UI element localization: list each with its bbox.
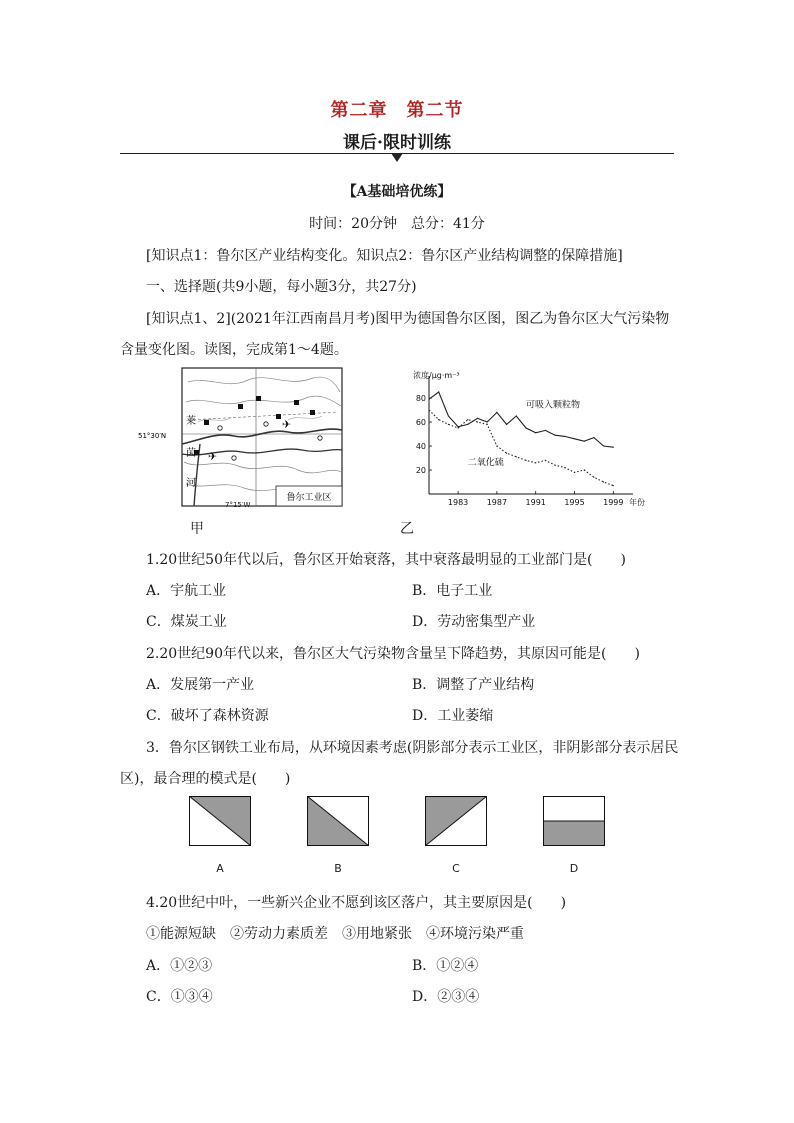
series-2-point-1990 [525,460,526,461]
knowledge-points: [知识点1：鲁尔区产业结构变化。知识点2：鲁尔区产业结构调整的保障措施] [146,248,623,264]
river-char-2: 茵 [186,448,196,459]
q3-stem-line-1: 3．鲁尔区钢铁工业布局，从环境因素考虑(阴影部分表示工业区，非阴影部分表示居民 [146,740,679,756]
x-tick-label-1991: 1991 [525,498,546,507]
chapter-title: 第二章 第二节 [330,100,464,121]
series-2-point-1987 [496,445,497,446]
series-1-point-1985 [477,418,478,419]
series-1-point-1987 [496,412,497,413]
q3-box-a[interactable] [189,796,251,846]
series-2-point-1988 [506,453,507,454]
q3-label-c: C [452,862,460,875]
series-2-point-1997 [593,477,594,478]
intro-line-1: [知识点1、2](2021年江西南昌月考)图甲为德国鲁尔区图，图乙为鲁尔区大气污染物 [146,311,670,327]
series-2-point-1992 [545,460,546,461]
series-2-point-1985 [477,421,478,422]
y-tick-label-40: 40 [415,442,426,451]
series-label-1: 可吸入颗粒物 [526,400,581,411]
series-2-point-1991 [535,462,536,463]
series-2-point-1980 [428,409,429,410]
series-1-point-1980 [428,399,429,400]
intro-line-2: 含量变化图。读图，完成第1～4题。 [120,342,348,358]
river-char-3: 河 [186,478,196,489]
series-1-point-1989 [516,415,517,416]
q2-option-b[interactable]: B．调整了产业结构 [412,677,535,693]
series-2-point-1996 [584,469,585,470]
time-info: 时间：20分钟 总分：41分 [309,216,485,232]
series-2-point-1998 [603,481,604,482]
q4-stem: 4.20世纪中叶，一些新兴企业不愿到该区落户，其主要原因是( ) [146,895,567,911]
x-axis-label: 年份 [629,498,645,507]
q4-option-d[interactable]: D．②③④ [412,989,480,1005]
q1-option-c[interactable]: C．煤炭工业 [146,614,227,630]
pollution-chart [405,366,655,512]
q3-box-d[interactable] [543,796,605,846]
series-1-point-1984 [467,424,468,425]
series-2-point-1995 [574,472,575,473]
q1-option-d[interactable]: D．劳动密集型产业 [412,614,536,630]
map-caption: 甲 [190,521,204,537]
map-area-label: 鲁尔工业区 [286,493,332,503]
y-tick-label-20: 20 [415,466,426,475]
series-1-point-1993 [555,435,556,436]
chart-caption: 乙 [400,521,414,537]
q4-option-a[interactable]: A．①②③ [146,958,213,974]
q3-box-b[interactable] [307,796,369,846]
series-2-point-1989 [516,456,517,457]
map-lon-label: 7°15′W [225,501,251,509]
y-tick-label-60: 60 [415,418,426,427]
series-2-point-1982 [448,424,449,425]
series-2-point-1981 [438,419,439,420]
page-subtitle: 课后·限时训练 [343,133,451,153]
series-2-point-1984 [467,419,468,420]
series-1-point-1999 [613,447,614,448]
q4-option-b[interactable]: B．①②④ [412,958,479,974]
x-tick-label-1987: 1987 [486,498,508,507]
q3-box-c[interactable] [425,796,487,846]
series-1-point-1991 [535,432,536,433]
series-2-point-1999 [613,485,614,486]
series-2-point-1983 [458,427,459,428]
q3-label-b: B [334,862,342,875]
series-2-point-1986 [487,424,488,425]
svg-text:✈: ✈ [282,418,292,431]
svg-text:✈: ✈ [208,450,218,463]
series-label-2: 二氧化硫 [467,458,504,469]
q1-option-a[interactable]: A．宇航工业 [146,583,227,599]
series-1-point-1988 [506,424,507,425]
x-tick-label-1983: 1983 [447,498,469,507]
series-2-point-1994 [564,467,565,468]
series-1-point-1996 [584,441,585,442]
series-1-point-1997 [593,437,594,438]
y-tick-label-80: 80 [415,394,426,403]
header-triangle-icon [391,153,403,162]
series-1-point-1994 [564,436,565,437]
series-line-1 [429,392,613,447]
series-1-point-1981 [438,391,439,392]
x-tick-label-1995: 1995 [564,498,585,507]
part-one-heading: 一、选择题(共9小题，每小题3分，共27分) [146,279,417,295]
series-1-point-1995 [574,438,575,439]
series-1-point-1990 [525,427,526,428]
q4-factors: ①能源短缺 ②劳动力素质差 ③用地紧张 ④环境污染严重 [146,926,524,942]
x-tick-label-1999: 1999 [603,498,624,507]
q3-label-a: A [216,862,224,875]
river-char-1: 莱 [186,416,196,427]
series-2-point-1993 [555,465,556,466]
q2-option-c[interactable]: C．破坏了森林资源 [146,708,269,724]
q1-stem: 1.20世纪50年代以后，鲁尔区开始衰落，其中衰落最明显的工业部门是( ) [146,552,626,568]
q3-stem-line-2: 区)，最合理的模式是( ) [120,771,291,787]
series-1-point-1982 [448,415,449,416]
q1-option-b[interactable]: B．电子工业 [412,583,493,599]
series-1-point-1998 [603,445,604,446]
ruhr-map [138,362,348,512]
y-axis-label: 浓度/μg·m⁻³ [413,371,460,380]
series-1-point-1992 [545,430,546,431]
q4-option-c[interactable]: C．①③④ [146,989,213,1005]
q2-option-d[interactable]: D．工业萎缩 [412,708,494,724]
q2-option-a[interactable]: A．发展第一产业 [146,677,255,693]
series-1-point-1986 [487,421,488,422]
q3-label-d: D [569,862,579,875]
q2-stem: 2.20世纪90年代以来，鲁尔区大气污染物含量呈下降趋势，其原因可能是( ) [146,646,640,662]
map-lat-label: 51°30′N [138,432,167,440]
section-title: 【A基础培优练】 [342,184,452,200]
